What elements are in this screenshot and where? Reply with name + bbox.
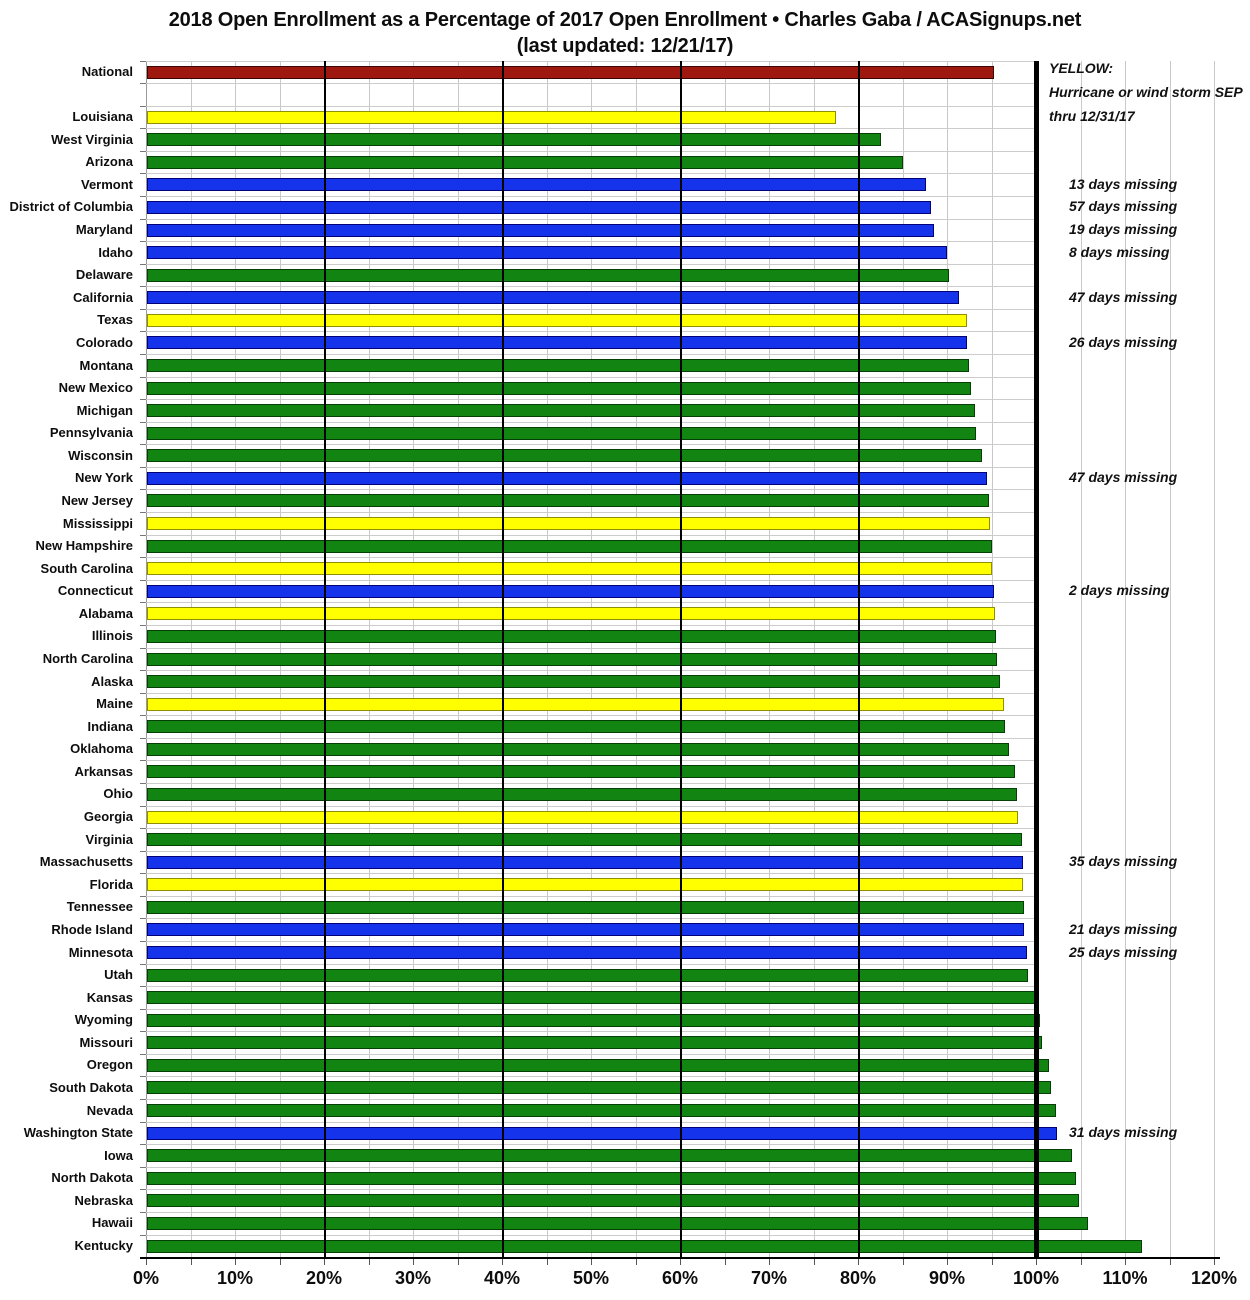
left-axis-tick bbox=[140, 783, 146, 784]
x-tick-label-50-: 50% bbox=[572, 1268, 610, 1288]
row-label-arkansas: Arkansas bbox=[74, 764, 133, 779]
row-separator bbox=[146, 512, 1036, 513]
row-label-iowa: Iowa bbox=[104, 1148, 133, 1163]
annotation-district-of-columbia: 57 days missing bbox=[1069, 198, 1178, 214]
bar-iowa bbox=[147, 1149, 1072, 1162]
left-axis-tick bbox=[140, 625, 146, 626]
gridline-105pct bbox=[1081, 61, 1082, 1258]
x-axis-tick bbox=[502, 1259, 503, 1265]
row-label-north-carolina: North Carolina bbox=[42, 651, 133, 666]
bar-missouri bbox=[147, 1036, 1042, 1049]
left-axis-tick bbox=[140, 219, 146, 220]
row-separator bbox=[146, 1031, 1036, 1032]
chart-title: 2018 Open Enrollment as a Percentage of 2017 Open Enrollment • Charles Gaba / ACASignups.net bbox=[168, 9, 1082, 31]
x-axis-tick bbox=[814, 1259, 815, 1265]
bar-north-dakota bbox=[147, 1172, 1076, 1185]
x-axis-tick bbox=[146, 1259, 147, 1265]
x-tick-label-20-: 20% bbox=[305, 1268, 343, 1288]
row-separator bbox=[146, 1212, 1036, 1213]
row-label-missouri: Missouri bbox=[79, 1035, 133, 1050]
left-axis-tick bbox=[140, 1167, 146, 1168]
row-separator bbox=[146, 918, 1036, 919]
row-separator bbox=[146, 625, 1036, 626]
left-axis-tick bbox=[140, 422, 146, 423]
row-label-national: National bbox=[81, 64, 133, 79]
row-label-alaska: Alaska bbox=[91, 674, 133, 689]
bar-montana bbox=[147, 359, 969, 372]
x-axis-tick bbox=[1036, 1259, 1037, 1265]
row-separator bbox=[146, 783, 1036, 784]
left-axis-tick bbox=[140, 648, 146, 649]
row-separator bbox=[146, 670, 1036, 671]
x-axis-tick bbox=[1214, 1259, 1215, 1265]
row-separator bbox=[146, 377, 1036, 378]
row-separator bbox=[146, 535, 1036, 536]
row-separator bbox=[146, 354, 1036, 355]
x-axis-tick bbox=[547, 1259, 548, 1265]
row-separator bbox=[146, 806, 1036, 807]
left-axis-tick bbox=[140, 715, 146, 716]
row-label-connecticut: Connecticut bbox=[57, 583, 133, 598]
row-label-wisconsin: Wisconsin bbox=[68, 448, 133, 463]
bar-washington-state bbox=[147, 1127, 1057, 1140]
x-tick-label-80-: 80% bbox=[839, 1268, 877, 1288]
left-axis-tick bbox=[140, 444, 146, 445]
left-axis-tick bbox=[140, 580, 146, 581]
bar-georgia bbox=[147, 811, 1018, 824]
left-axis-tick bbox=[140, 1144, 146, 1145]
row-separator bbox=[146, 309, 1036, 310]
gridline-120pct bbox=[1214, 61, 1215, 1258]
left-axis-tick bbox=[140, 61, 146, 62]
row-separator bbox=[146, 1122, 1036, 1123]
bar-hawaii bbox=[147, 1217, 1088, 1230]
x-axis-tick bbox=[1125, 1259, 1126, 1265]
left-axis-tick bbox=[140, 851, 146, 852]
row-label-kentucky: Kentucky bbox=[74, 1238, 133, 1253]
row-label-west-virginia: West Virginia bbox=[51, 132, 133, 147]
row-label-michigan: Michigan bbox=[76, 403, 133, 418]
bar-florida bbox=[147, 878, 1023, 891]
left-axis-tick bbox=[140, 354, 146, 355]
row-separator bbox=[146, 851, 1036, 852]
x-axis-tick bbox=[725, 1259, 726, 1265]
x-tick-label-100-: 100% bbox=[1012, 1268, 1060, 1288]
row-separator bbox=[146, 219, 1036, 220]
row-label-north-dakota: North Dakota bbox=[51, 1170, 133, 1185]
row-label-maine: Maine bbox=[96, 696, 133, 711]
left-axis-tick bbox=[140, 264, 146, 265]
row-separator bbox=[146, 241, 1036, 242]
row-separator bbox=[146, 1099, 1036, 1100]
bar-maryland bbox=[147, 224, 934, 237]
left-axis-tick bbox=[140, 896, 146, 897]
row-label-new-hampshire: New Hampshire bbox=[35, 538, 133, 553]
x-axis-tick bbox=[947, 1259, 948, 1265]
row-separator bbox=[146, 151, 1036, 152]
left-axis-tick bbox=[140, 173, 146, 174]
legend-yellow-heading: YELLOW: bbox=[1049, 60, 1114, 76]
bar-north-carolina bbox=[147, 653, 997, 666]
row-separator bbox=[146, 106, 1036, 107]
bar-utah bbox=[147, 969, 1028, 982]
bar-colorado bbox=[147, 336, 967, 349]
bar-vermont bbox=[147, 178, 926, 191]
left-axis-tick bbox=[140, 1189, 146, 1190]
gridline-dark-80pct bbox=[858, 61, 860, 1258]
x-axis-tick bbox=[280, 1259, 281, 1265]
row-label-indiana: Indiana bbox=[87, 719, 133, 734]
row-separator bbox=[146, 557, 1036, 558]
row-label-new-jersey: New Jersey bbox=[61, 493, 133, 508]
left-axis-tick bbox=[140, 873, 146, 874]
left-axis-tick bbox=[140, 670, 146, 671]
row-label-minnesota: Minnesota bbox=[68, 945, 133, 960]
x-axis-tick bbox=[992, 1259, 993, 1265]
left-axis-tick bbox=[140, 196, 146, 197]
bar-alaska bbox=[147, 675, 1000, 688]
row-label-nebraska: Nebraska bbox=[74, 1193, 133, 1208]
bar-connecticut bbox=[147, 585, 994, 598]
row-label-utah: Utah bbox=[104, 967, 133, 982]
left-axis-tick bbox=[140, 512, 146, 513]
row-label-alabama: Alabama bbox=[78, 606, 133, 621]
gridline-110pct bbox=[1125, 61, 1126, 1258]
gridline-115pct bbox=[1170, 61, 1171, 1258]
left-axis-tick bbox=[140, 128, 146, 129]
x-axis-tick bbox=[591, 1259, 592, 1265]
row-label-nevada: Nevada bbox=[86, 1103, 133, 1118]
bar-alabama bbox=[147, 607, 995, 620]
bar-texas bbox=[147, 314, 967, 327]
x-tick-label-10-: 10% bbox=[216, 1268, 254, 1288]
row-label-delaware: Delaware bbox=[75, 267, 133, 282]
left-axis-tick bbox=[140, 489, 146, 490]
bar-west-virginia bbox=[147, 133, 881, 146]
row-separator bbox=[146, 264, 1036, 265]
row-separator bbox=[146, 128, 1036, 129]
row-label-virginia: Virginia bbox=[85, 832, 133, 847]
x-axis-tick bbox=[903, 1259, 904, 1265]
row-label-california: California bbox=[73, 290, 133, 305]
left-axis-tick bbox=[140, 918, 146, 919]
annotation-rhode-island: 21 days missing bbox=[1069, 921, 1178, 937]
bar-arizona bbox=[147, 156, 903, 169]
bar-rhode-island bbox=[147, 923, 1024, 936]
x-axis-tick bbox=[1081, 1259, 1082, 1265]
row-separator bbox=[146, 489, 1036, 490]
bar-new-jersey bbox=[147, 494, 989, 507]
bar-south-dakota bbox=[147, 1081, 1051, 1094]
bar-virginia bbox=[147, 833, 1022, 846]
bar-wisconsin bbox=[147, 449, 982, 462]
left-axis-tick bbox=[140, 1099, 146, 1100]
bar-delaware bbox=[147, 269, 949, 282]
x-axis-tick bbox=[369, 1259, 370, 1265]
row-label-district-of-columbia: District of Columbia bbox=[9, 199, 133, 214]
bar-district-of-columbia bbox=[147, 201, 931, 214]
row-separator bbox=[146, 1009, 1036, 1010]
bar-massachusetts bbox=[147, 856, 1023, 869]
row-label-maryland: Maryland bbox=[75, 222, 133, 237]
x-axis-tick bbox=[191, 1259, 192, 1265]
left-axis-tick bbox=[140, 941, 146, 942]
row-label-oklahoma: Oklahoma bbox=[70, 741, 133, 756]
bar-arkansas bbox=[147, 765, 1015, 778]
x-axis-tick bbox=[680, 1259, 681, 1265]
row-separator bbox=[146, 1235, 1036, 1236]
row-separator bbox=[146, 399, 1036, 400]
row-label-arizona: Arizona bbox=[85, 154, 133, 169]
bar-mississippi bbox=[147, 517, 990, 530]
bar-nevada bbox=[147, 1104, 1056, 1117]
bar-kentucky bbox=[147, 1240, 1142, 1253]
bar-oklahoma bbox=[147, 743, 1009, 756]
x-axis-tick bbox=[458, 1259, 459, 1265]
row-separator bbox=[146, 580, 1036, 581]
x-tick-label-90-: 90% bbox=[928, 1268, 966, 1288]
row-separator bbox=[146, 173, 1036, 174]
annotation-vermont: 13 days missing bbox=[1069, 176, 1178, 192]
row-label-south-carolina: South Carolina bbox=[40, 561, 133, 576]
legend-yellow-text-2: thru 12/31/17 bbox=[1049, 108, 1135, 124]
bar-michigan bbox=[147, 404, 975, 417]
left-axis-tick bbox=[140, 331, 146, 332]
left-axis-tick bbox=[140, 399, 146, 400]
row-label-new-york: New York bbox=[74, 470, 133, 485]
annotation-minnesota: 25 days missing bbox=[1069, 944, 1178, 960]
bar-wyoming bbox=[147, 1014, 1040, 1027]
row-separator bbox=[146, 331, 1036, 332]
bar-new-mexico bbox=[147, 382, 971, 395]
row-separator bbox=[146, 941, 1036, 942]
row-separator bbox=[146, 196, 1036, 197]
row-label-south-dakota: South Dakota bbox=[49, 1080, 133, 1095]
x-axis-tick bbox=[1170, 1259, 1171, 1265]
left-axis-tick bbox=[140, 1031, 146, 1032]
row-separator bbox=[146, 715, 1036, 716]
row-separator bbox=[146, 602, 1036, 603]
row-separator bbox=[146, 1167, 1036, 1168]
left-axis-tick bbox=[140, 151, 146, 152]
gridline-dark-60pct bbox=[680, 61, 682, 1258]
left-axis-tick bbox=[140, 986, 146, 987]
row-separator bbox=[146, 286, 1036, 287]
bar-oregon bbox=[147, 1059, 1049, 1072]
row-separator bbox=[146, 693, 1036, 694]
bar-illinois bbox=[147, 630, 996, 643]
left-axis-tick bbox=[140, 806, 146, 807]
row-label-hawaii: Hawaii bbox=[91, 1215, 133, 1230]
left-axis-tick bbox=[140, 557, 146, 558]
row-separator bbox=[146, 986, 1036, 987]
row-label-massachusetts: Massachusetts bbox=[39, 854, 133, 869]
left-axis-tick bbox=[140, 964, 146, 965]
annotation-idaho: 8 days missing bbox=[1069, 244, 1170, 260]
left-axis-tick bbox=[140, 83, 146, 84]
left-axis-tick bbox=[140, 535, 146, 536]
row-separator bbox=[146, 444, 1036, 445]
x-tick-label-120-: 120% bbox=[1190, 1268, 1238, 1288]
row-separator bbox=[146, 61, 1036, 62]
row-label-colorado: Colorado bbox=[75, 335, 133, 350]
row-label-rhode-island: Rhode Island bbox=[51, 922, 133, 937]
gridline-dark-20pct bbox=[324, 61, 326, 1258]
left-axis-tick bbox=[140, 467, 146, 468]
left-axis-tick bbox=[140, 309, 146, 310]
x-axis-tick bbox=[769, 1259, 770, 1265]
row-label-louisiana: Louisiana bbox=[72, 109, 133, 124]
bar-pennsylvania bbox=[147, 427, 976, 440]
row-separator bbox=[146, 467, 1036, 468]
left-axis-tick bbox=[140, 828, 146, 829]
x-axis-tick bbox=[235, 1259, 236, 1265]
x-axis-tick bbox=[324, 1259, 325, 1265]
row-label-texas: Texas bbox=[97, 312, 133, 327]
bar-national bbox=[147, 66, 994, 79]
x-tick-label-70-: 70% bbox=[750, 1268, 788, 1288]
bar-idaho bbox=[147, 246, 947, 259]
bar-new-york bbox=[147, 472, 987, 485]
row-label-montana: Montana bbox=[79, 358, 133, 373]
bar-nebraska bbox=[147, 1194, 1079, 1207]
annotation-new-york: 47 days missing bbox=[1069, 469, 1178, 485]
legend-yellow-text-1: Hurricane or wind storm SEP bbox=[1049, 84, 1243, 100]
x-axis-tick bbox=[636, 1259, 637, 1265]
left-axis-tick bbox=[140, 106, 146, 107]
row-separator bbox=[146, 873, 1036, 874]
x-tick-label-110-: 110% bbox=[1102, 1268, 1148, 1288]
annotation-maryland: 19 days missing bbox=[1069, 221, 1178, 237]
left-axis-tick bbox=[140, 738, 146, 739]
row-separator bbox=[146, 760, 1036, 761]
row-label-idaho: Idaho bbox=[98, 245, 133, 260]
row-separator bbox=[146, 648, 1036, 649]
x-axis-tick bbox=[858, 1259, 859, 1265]
row-separator bbox=[146, 1076, 1036, 1077]
row-label-mississippi: Mississippi bbox=[62, 516, 133, 531]
x-tick-label-0-: 0% bbox=[132, 1268, 159, 1288]
bar-tennessee bbox=[147, 901, 1024, 914]
bar-indiana bbox=[147, 720, 1005, 733]
row-separator bbox=[146, 828, 1036, 829]
row-separator bbox=[146, 1189, 1036, 1190]
x-tick-label-30-: 30% bbox=[394, 1268, 432, 1288]
row-separator bbox=[146, 1054, 1036, 1055]
row-label-vermont: Vermont bbox=[80, 177, 133, 192]
row-label-oregon: Oregon bbox=[86, 1057, 133, 1072]
gridline-dark-40pct bbox=[502, 61, 504, 1258]
left-axis-tick bbox=[140, 1235, 146, 1236]
bar-louisiana bbox=[147, 111, 836, 124]
left-axis-tick bbox=[140, 602, 146, 603]
row-label-wyoming: Wyoming bbox=[74, 1012, 133, 1027]
left-axis-tick bbox=[140, 286, 146, 287]
left-axis-tick bbox=[140, 241, 146, 242]
row-label-illinois: Illinois bbox=[91, 628, 133, 643]
left-axis-tick bbox=[140, 377, 146, 378]
bar-ohio bbox=[147, 788, 1017, 801]
row-label-ohio: Ohio bbox=[103, 786, 133, 801]
annotation-washington-state: 31 days missing bbox=[1069, 1124, 1178, 1140]
bar-new-hampshire bbox=[147, 540, 992, 553]
left-axis-tick bbox=[140, 1122, 146, 1123]
left-axis-tick bbox=[140, 1009, 146, 1010]
row-label-washington-state: Washington State bbox=[23, 1125, 133, 1140]
row-label-georgia: Georgia bbox=[83, 809, 133, 824]
bar-minnesota bbox=[147, 946, 1027, 959]
left-axis-tick bbox=[140, 1054, 146, 1055]
row-label-pennsylvania: Pennsylvania bbox=[49, 425, 133, 440]
annotation-colorado: 26 days missing bbox=[1069, 334, 1178, 350]
bar-maine bbox=[147, 698, 1004, 711]
x-tick-label-60-: 60% bbox=[661, 1268, 699, 1288]
left-axis-tick bbox=[140, 1212, 146, 1213]
x-tick-label-40-: 40% bbox=[483, 1268, 521, 1288]
chart-subtitle: (last updated: 12/21/17) bbox=[516, 35, 734, 57]
row-separator bbox=[146, 738, 1036, 739]
row-label-new-mexico: New Mexico bbox=[58, 380, 133, 395]
row-separator bbox=[146, 422, 1036, 423]
left-axis-tick bbox=[140, 693, 146, 694]
bar-south-carolina bbox=[147, 562, 992, 575]
annotation-california: 47 days missing bbox=[1069, 289, 1178, 305]
row-separator bbox=[146, 896, 1036, 897]
left-axis-tick bbox=[140, 760, 146, 761]
annotation-connecticut: 2 days missing bbox=[1069, 582, 1170, 598]
row-separator bbox=[146, 1144, 1036, 1145]
x-axis-tick bbox=[413, 1259, 414, 1265]
row-label-kansas: Kansas bbox=[86, 990, 133, 1005]
annotation-massachusetts: 35 days missing bbox=[1069, 853, 1178, 869]
bar-california bbox=[147, 291, 959, 304]
left-axis-tick bbox=[140, 1076, 146, 1077]
row-label-florida: Florida bbox=[89, 877, 133, 892]
bar-kansas bbox=[147, 991, 1039, 1004]
row-separator bbox=[146, 964, 1036, 965]
row-label-tennessee: Tennessee bbox=[66, 899, 133, 914]
row-separator bbox=[146, 83, 1036, 84]
reference-line-100pct bbox=[1034, 61, 1039, 1258]
